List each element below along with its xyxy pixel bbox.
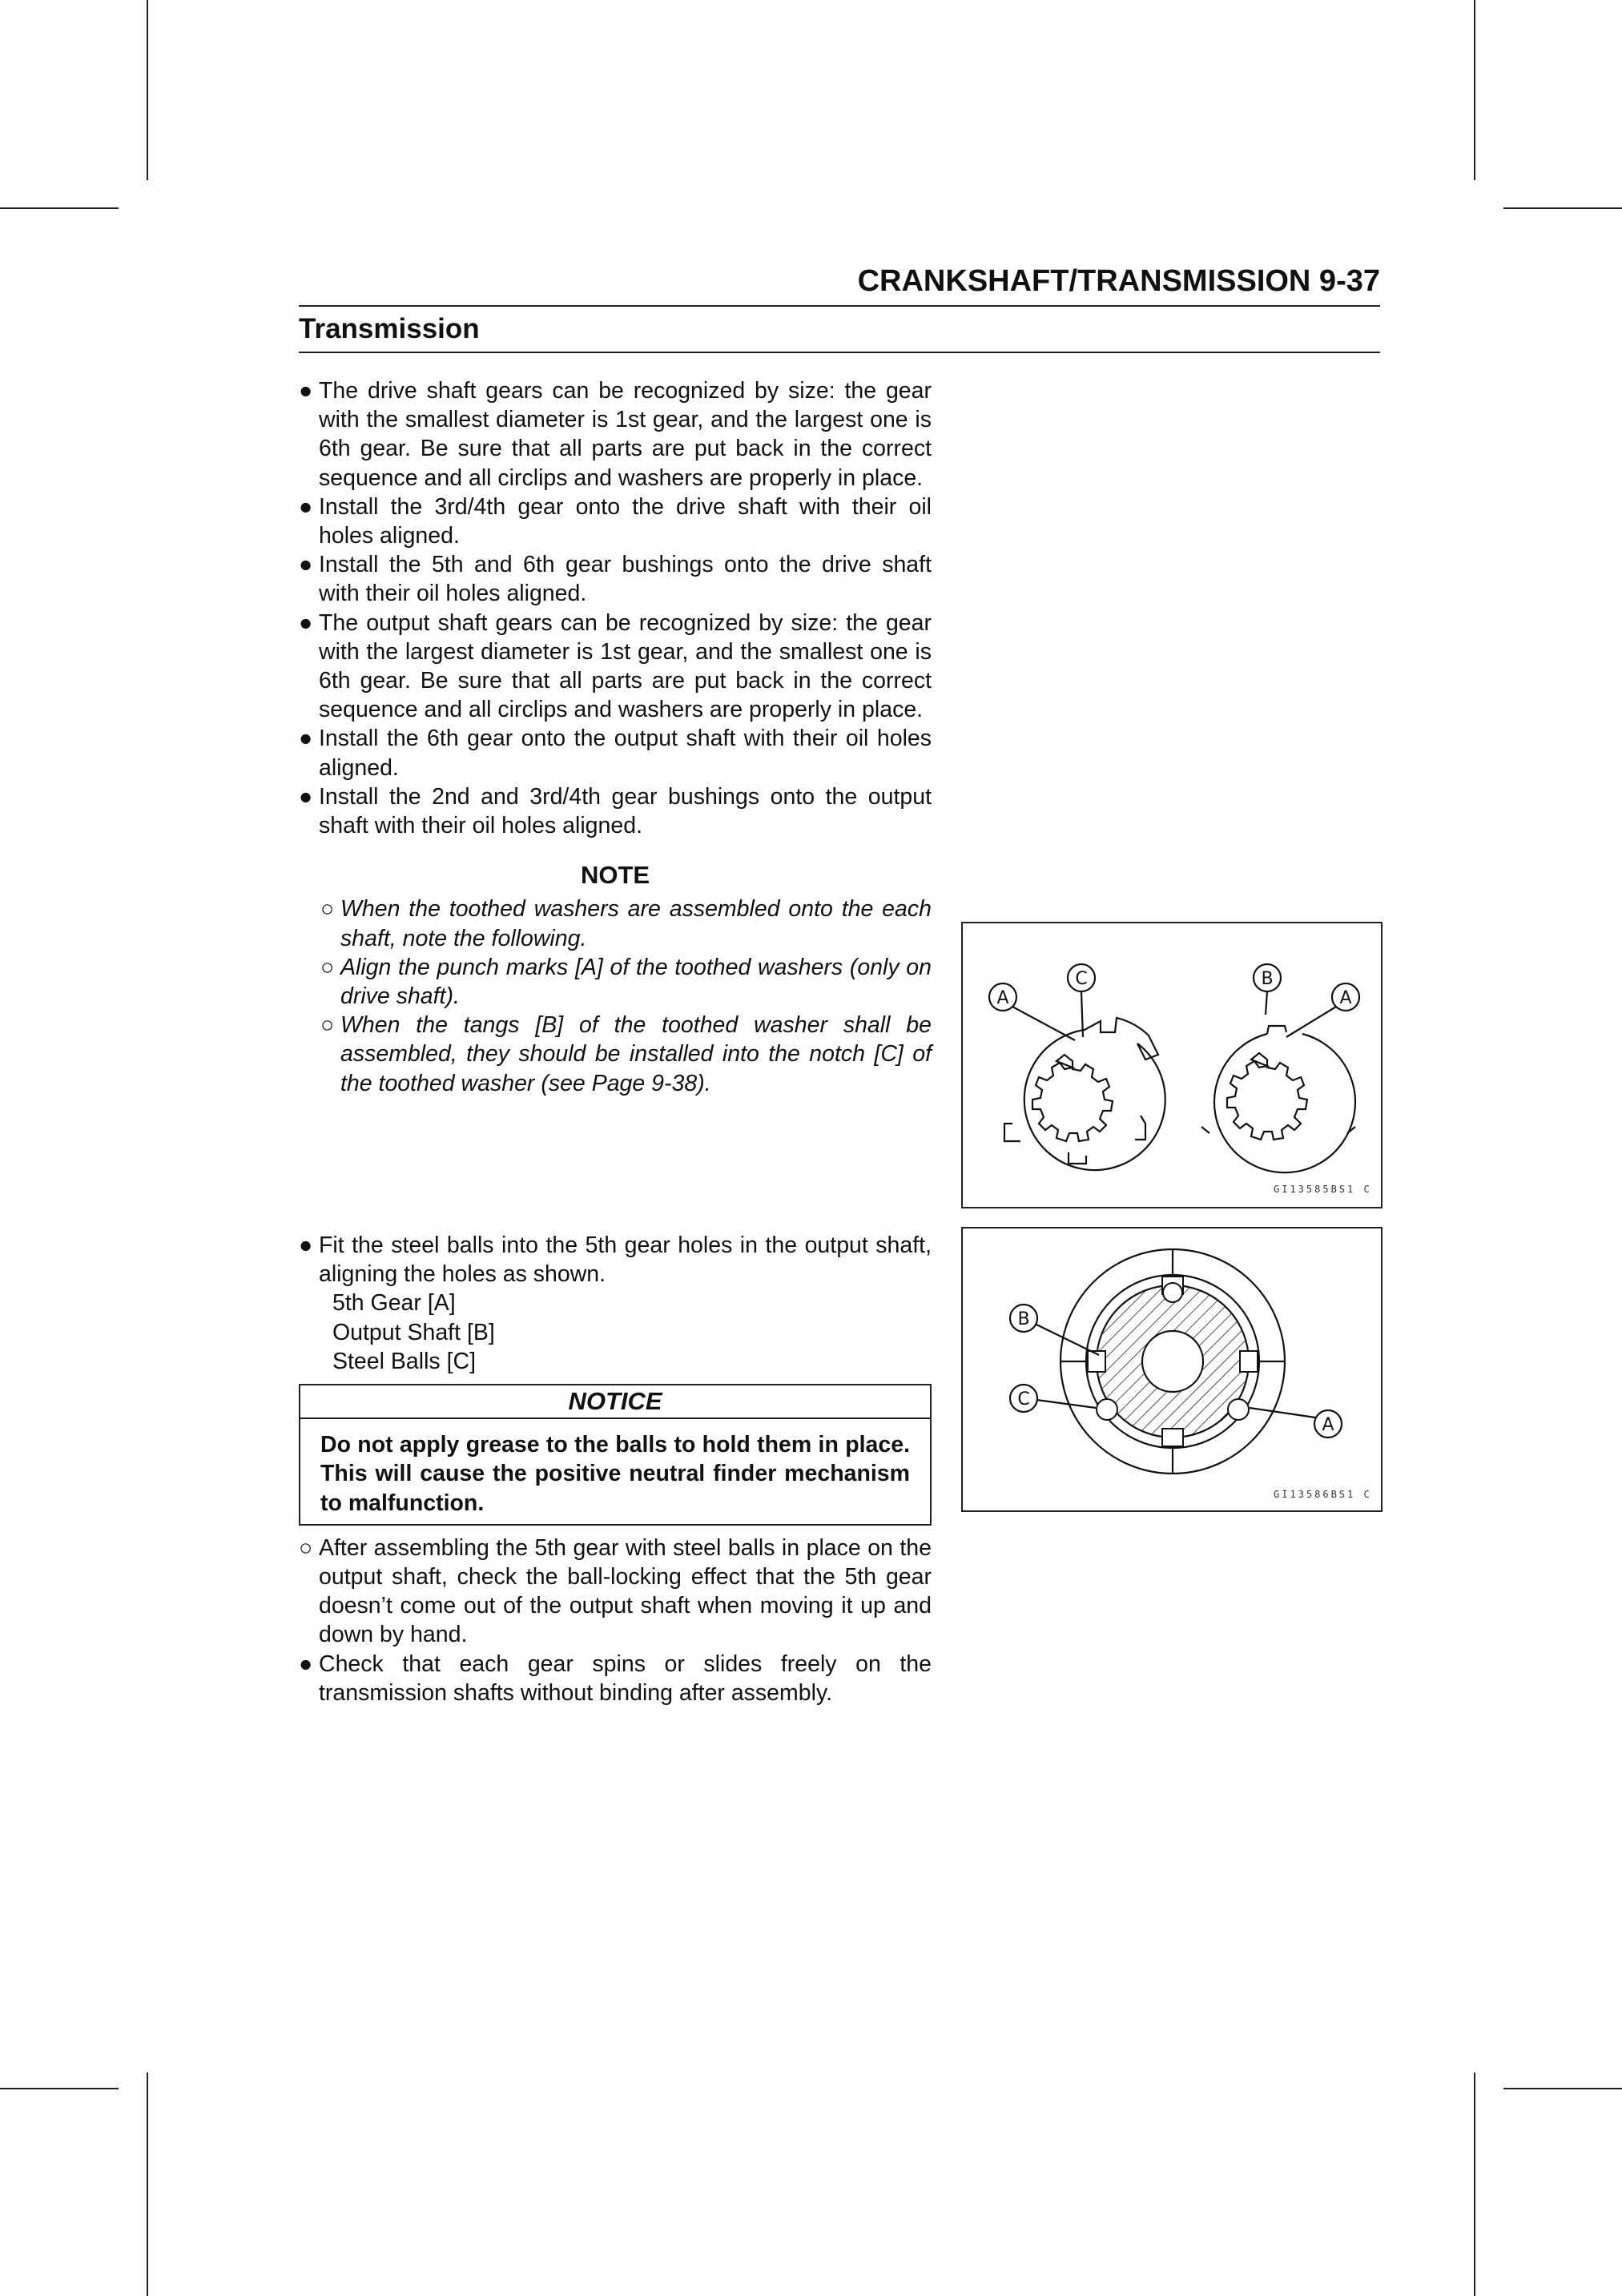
callout-label-b: B [1261, 969, 1274, 989]
step-item [299, 493, 932, 550]
step-text: After assembling the 5th gear with steel balls in place on the output shaft, check the ball-locking effect that the 5th gear doesn’t come out of the output shaft when moving it up and down by hand. [319, 1534, 932, 1648]
open-marker: ○ [320, 954, 335, 980]
note-title: NOTE [580, 861, 650, 890]
open-marker: ○ [320, 1012, 335, 1039]
figure-code: GI13585BS1 C [1274, 1184, 1372, 1195]
step-text: Install the 5th and 6th gear bushings onto the drive shaft with their oil holes aligned. [319, 552, 932, 607]
note-item [299, 953, 932, 1011]
crop-mark [1503, 2088, 1622, 2089]
bullet-marker: ● [299, 493, 313, 520]
main-text-bottom [299, 1231, 932, 1707]
crop-mark [0, 2088, 119, 2089]
callout-label-a: A [1322, 1415, 1334, 1435]
step-item [299, 724, 932, 782]
figure-code: GI13586BS1 C [1274, 1489, 1372, 1500]
figure-steel-balls-drawing [963, 1228, 1381, 1510]
note-text: Align the punch marks [A] of the toothed washers (only on drive shaft). [340, 954, 932, 1010]
step-text: Check that each gear spins or slides freely on the transmission shafts without binding after assembly. [319, 1651, 932, 1706]
step-item [299, 376, 932, 493]
step-item [299, 782, 932, 840]
bullet-marker: ● [299, 1651, 313, 1677]
step-text: Install the 6th gear onto the output shaft with their oil holes aligned. [319, 726, 932, 781]
crop-mark [1474, 0, 1475, 180]
step-item [299, 1534, 932, 1650]
chapter-title: CRANKSHAFT/TRANSMISSION 9-37 [299, 264, 1380, 307]
bullet-marker: ● [299, 1232, 313, 1258]
notice-title: NOTICE [300, 1385, 930, 1419]
callout-label-b: B [1017, 1309, 1030, 1329]
legend-item: Output Shaft [B] [332, 1319, 495, 1345]
callout-label-a: A [1339, 988, 1352, 1008]
figure-steel-balls [961, 1227, 1383, 1512]
step-item [299, 1231, 932, 1289]
step-text: Fit the steel balls into the 5th gear holes in the output shaft, aligning the holes as shown. [319, 1232, 932, 1288]
crop-mark [1503, 207, 1622, 209]
page-header [299, 264, 1380, 353]
crop-mark [147, 2073, 148, 2296]
bullet-marker: ● [299, 552, 313, 578]
step-item [299, 550, 932, 608]
figure-toothed-washers-drawing [963, 923, 1381, 1207]
bullet-marker: ● [299, 726, 313, 752]
notice-box [299, 1384, 932, 1526]
open-marker: ○ [320, 896, 335, 923]
note-item [299, 1011, 932, 1098]
step-text: The output shaft gears can be recognized by size: the gear with the largest diameter is 1st gear, and the smallest one is 6th gear. Be sure that all parts are put back in the correct sequence and all circlips and washers are properly in place. [319, 609, 932, 723]
legend-item: Steel Balls [C] [332, 1348, 476, 1374]
notice-text: Do not apply grease to the balls to hold them in place. This will cause the positive neutral finder mechanism to malfunction. [320, 1432, 910, 1516]
callout-label-c: C [1017, 1389, 1030, 1409]
step-text: Install the 3rd/4th gear onto the drive shaft with their oil holes aligned. [319, 493, 932, 549]
crop-mark [1474, 2073, 1475, 2296]
step-text: The drive shaft gears can be recognized by size: the gear with the smallest diameter is 1st gear, and the largest one is 6th gear. Be sure that all parts are put back in the correct sequence and all circlips and washers are properly in place. [319, 378, 932, 491]
section-title: Transmission [299, 307, 1380, 353]
callout-label-a: A [996, 988, 1009, 1008]
bullet-marker: ● [299, 609, 313, 636]
bullet-marker: ● [299, 378, 313, 404]
callout-label-c: C [1075, 969, 1088, 989]
note-item [299, 895, 932, 952]
figure-toothed-washers [961, 922, 1383, 1208]
step-item [299, 609, 932, 725]
bullet-marker: ● [299, 783, 313, 810]
step-text: Install the 2nd and 3rd/4th gear bushings onto the output shaft with their oil holes aligned. [319, 783, 932, 839]
crop-mark [0, 207, 119, 209]
main-text-top [299, 376, 932, 1098]
crop-mark [147, 0, 148, 180]
step-item [299, 1650, 932, 1707]
note-text: When the tangs [B] of the toothed washer shall be assembled, they should be installed into the notch [C] of the toothed washer (see Page 9-38). [340, 1012, 932, 1096]
legend-item: 5th Gear [A] [332, 1290, 456, 1317]
open-marker: ○ [299, 1534, 313, 1561]
note-text: When the toothed washers are assembled onto the each shaft, note the following. [340, 896, 932, 951]
